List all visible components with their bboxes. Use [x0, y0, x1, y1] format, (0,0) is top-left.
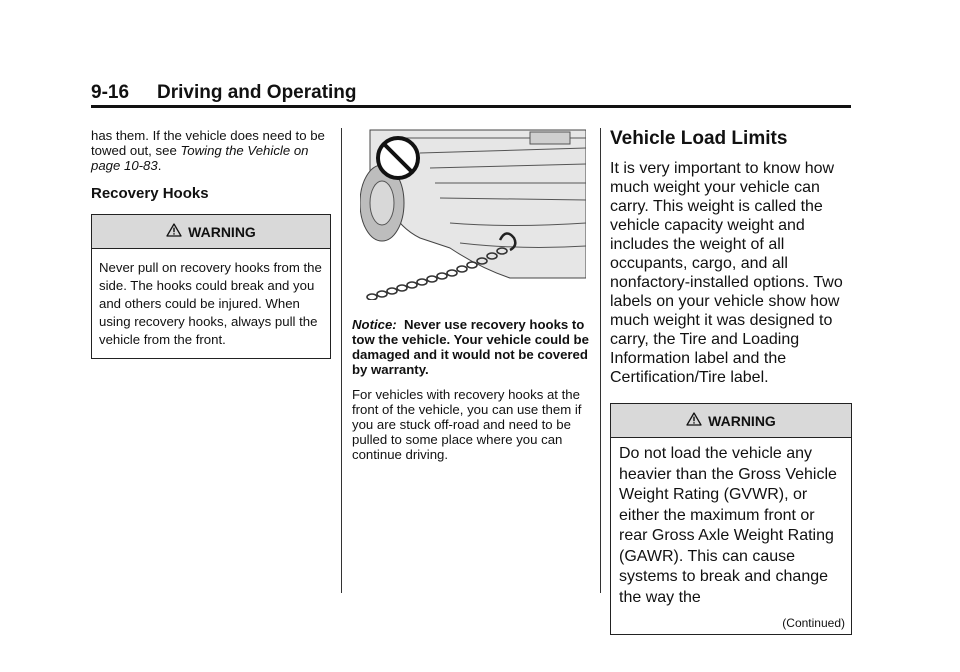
- warning-header: [92, 215, 330, 249]
- warning-title: WARNING: [708, 413, 776, 429]
- column-right: [610, 128, 852, 635]
- warning-text: Do not load the vehicle any heavier than the Gross Vehicle Weight Rating (GVWR), or either the maximum front or rear Gross Axle Weight Rating (GAWR). This can cause systems to break and change the way the: [619, 445, 837, 606]
- towing-link[interactable]: Towing the Vehicle on page 10-83: [91, 143, 309, 173]
- warning-header: [611, 404, 851, 438]
- page-number: 9-16: [91, 82, 130, 103]
- warning-title: WARNING: [188, 224, 256, 240]
- notice-paragraph: [352, 317, 590, 377]
- column-divider-left: [341, 128, 342, 593]
- column-middle: [352, 128, 590, 462]
- notice-text: Never use recovery hooks to tow the vehicle. Your vehicle could be damaged and it would not be covered by warranty.: [352, 317, 589, 377]
- warning-box-recovery: [91, 214, 331, 359]
- warning-box-load: [610, 403, 852, 635]
- column-divider-right: [600, 128, 601, 593]
- notice-label: Notice:: [352, 317, 397, 332]
- continued-label: (Continued): [782, 616, 845, 630]
- warning-text: Never pull on recovery hooks from the side. The hooks could break and you and others could be injured. When using recovery hooks, always pull the vehicle from the front.: [99, 260, 322, 347]
- recovery-paragraph: For vehicles with recovery hooks at the front of the vehicle, you can use them if you are stuck off-road and need to be pulled to some place where you can continue driving.: [352, 387, 582, 462]
- vehicle-tow-chain-image: [360, 128, 586, 300]
- section-title: Driving and Operating: [157, 82, 357, 103]
- intro-paragraph: has them. If the vehicle does need to be towed out, see Towing the Vehicle on page 10-83.: [91, 128, 325, 173]
- page-header: [91, 82, 851, 108]
- load-limits-heading: Vehicle Load Limits: [610, 128, 788, 149]
- column-left: [91, 128, 331, 359]
- load-limits-paragraph: It is very important to know how much weight your vehicle can carry. This weight is called the vehicle capacity weight and includes the weight of all occupants, cargo, and all nonfactory-installed options. Two labels on your vehicle show how much weight it was designed to carry, the Tire and Loading Information label and the Certification/Tire label.: [610, 160, 843, 386]
- warning-triangle-icon: [686, 404, 702, 438]
- recovery-hook-illustration: [352, 128, 590, 305]
- recovery-hooks-heading: Recovery Hooks: [91, 185, 209, 202]
- warning-triangle-icon: [166, 215, 182, 249]
